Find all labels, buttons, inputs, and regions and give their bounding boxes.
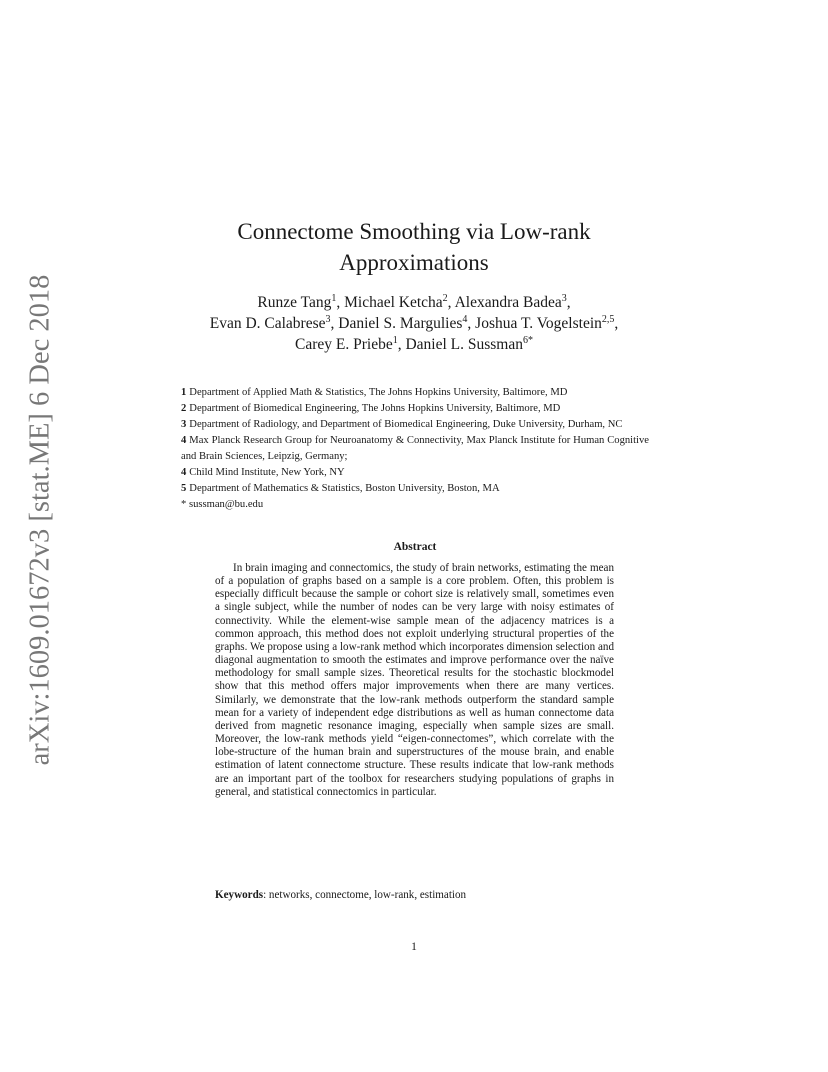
corresponding-author-mark: *: [181, 499, 187, 510]
affiliation-number: 3: [181, 419, 187, 430]
affiliation-number: 5: [181, 483, 187, 494]
author-separator: ,: [397, 336, 406, 353]
author-affiliation-mark: 3: [325, 313, 331, 325]
author-line-3: [130, 334, 698, 355]
abstract-heading: Abstract: [393, 541, 437, 553]
affiliation-item: [181, 385, 649, 401]
affiliation-text: Max Planck Research Group for Neuroanatomy & Connectivity, Max Planck Institute for Human Cognitive and Brain Sciences, Leipzig, Germany;: [181, 435, 649, 462]
affiliation-text: Department of Biomedical Engineering, The Johns Hopkins University, Baltimore, MD: [189, 403, 561, 414]
author-affiliation-mark: 2,5: [601, 313, 615, 325]
affiliation-item: [181, 465, 649, 481]
affiliation-text: Department of Radiology, and Department of Biomedical Engineering, Duke University, Durham, NC: [189, 419, 623, 430]
keywords-label: Keywords: [215, 889, 264, 901]
author-affiliation-mark: 2: [442, 292, 448, 304]
author-name: Carey E. Priebe: [295, 336, 393, 353]
affiliation-item: [181, 417, 649, 433]
affiliation-item: [181, 497, 649, 513]
affiliation-list: [181, 385, 649, 513]
author-name: Evan D. Calabrese: [209, 315, 326, 332]
author-separator: ,: [336, 294, 345, 311]
affiliation-text: Department of Applied Math & Statistics, The Johns Hopkins University, Baltimore, MD: [189, 387, 568, 398]
author-separator: ,: [330, 315, 339, 332]
arxiv-identifier-stamp: [18, 274, 62, 766]
arxiv-identifier-text: arXiv:1609.01672v3 [stat.ME] 6 Dec 2018: [24, 274, 55, 766]
author-affiliation-mark: 4: [462, 313, 468, 325]
paper-title: [150, 216, 678, 278]
corresponding-author-email: sussman@bu.edu: [188, 499, 264, 510]
author-line-2: [130, 313, 698, 334]
author-separator: ,: [447, 294, 455, 311]
affiliation-number: 4: [181, 467, 187, 478]
keywords-line: [215, 889, 614, 902]
author-name: Joshua T. Vogelstein: [475, 315, 602, 332]
author-separator: ,: [614, 315, 619, 332]
title-line-1: Connectome Smoothing via Low-rank: [237, 219, 591, 244]
author-separator: ,: [467, 315, 476, 332]
abstract-body: In brain imaging and connectomics, the study of brain networks, estimating the mean of a population of graphs based on a sample is a core problem. Often, this problem is especially difficult because the sample or cohort size is relatively small, sometimes even a single subject, while the number of nodes can be very large with noisy estimates of connectivity. While the element-wise sample mean of the adjacency matrices is a common approach, this method does not exploit underlying structural properties of the graphs. We propose using a low-rank method which incorporates dimension selection and diagonal augmentation to smooth the estimates and improve performance over the naïve methodology for small sample sizes. Theoretical results for the stochastic blockmodel show that this method offers major improvements when there are many vertices. Similarly, we demonstrate that the low-rank methods outperform the standard sample mean for a variety of independent edge distributions as well as human connectome data derived from magnetic resonance imaging, especially when sample sizes are small. Moreover, the low-rank methods yield “eigen-connectomes”, which correlate with the lobe-structure of the human brain and superstructures of the mouse brain, and enable estimation of latent connectome structure. These results indicate that low-rank methods are an important part of the toolbox for researchers studying populations of graphs in general, and statistical connectomics in particular.: [215, 562, 614, 798]
affiliation-item: [181, 433, 649, 465]
author-list: [130, 292, 698, 355]
author-name: Michael Ketcha: [344, 294, 443, 311]
affiliation-number: 1: [181, 387, 187, 398]
author-affiliation-mark: 3: [561, 292, 567, 304]
title-line-2: Approximations: [339, 250, 489, 275]
author-affiliation-mark: 6*: [522, 334, 533, 346]
page-number: 1: [411, 941, 417, 953]
author-name: Alexandra Badea: [454, 294, 562, 311]
affiliation-text: Child Mind Institute, New York, NY: [189, 467, 345, 478]
author-name: Daniel S. Margulies: [338, 315, 463, 332]
affiliation-item: [181, 401, 649, 417]
author-name: Daniel L. Sussman: [405, 336, 523, 353]
affiliation-text: Department of Mathematics & Statistics, Boston University, Boston, MA: [189, 483, 500, 494]
author-separator: ,: [566, 294, 571, 311]
affiliation-number: 4: [181, 435, 187, 446]
keywords-text: : networks, connectome, low-rank, estimation: [263, 889, 467, 901]
author-affiliation-mark: 1: [392, 334, 398, 346]
affiliation-number: 2: [181, 403, 187, 414]
author-affiliation-mark: 1: [331, 292, 337, 304]
author-name: Runze Tang: [257, 294, 332, 311]
affiliation-item: [181, 481, 649, 497]
author-line-1: [130, 292, 698, 313]
